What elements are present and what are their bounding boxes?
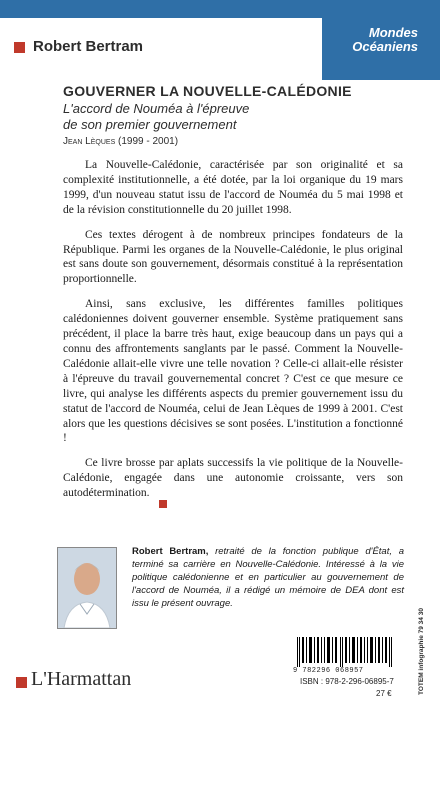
author-bullet (14, 42, 25, 53)
blurb-paragraph-2: Ces textes dérogent à de nombreux principes fondateurs de la République. Parmi les organes de la Nouvelle-Calédonie, le plus original est sans doute son gouvernement, désormais constitué à la représentation proportionnelle. (63, 228, 403, 286)
book-subtitle (63, 101, 363, 133)
separator-dot (159, 500, 167, 508)
side-credit (418, 585, 430, 785)
book-title: GOUVERNER LA NOUVELLE-CALÉDONIE (63, 83, 352, 99)
blurb-paragraph-3: Ainsi, sans exclusive, les différentes familles politiques calédoniennes doivent gouverner ensemble. Système pratiquement sans précédent, il place la barre très haut, exige beaucoup dans un pays qui a connu des affrontements sanglants par le passé. Comment la Nouvelle-Calédonie allait-elle vivre une telle novation ? Celle-ci allait-elle résister à l'épreuve du travail gouvernemental concret ? C'est ce que mesure ce livre, qui analyse les différents aspects du premier gouvernement issu du statut de l'accord de Nouméa, celui de Jean Lèques de 1999 à 2001. C'est alors que les questions décisives se sont posées. L'institution a fonctionné ! (63, 298, 403, 445)
blurb-paragraph-1: La Nouvelle-Calédonie, caractérisée par son originalité et sa complexité institutionnelle, a été dotée, par la loi organique du 19 mars 1999, d'un nouveau statut issu de l'accord de Nouméa du 5 mai 1998 et de la révision constitutionnelle du 20 juillet 1998. (63, 159, 403, 216)
subtitle-line-1: L'accord de Nouméa à l'épreuve (63, 101, 250, 116)
bio-author-name: Robert Bertram, (132, 546, 209, 557)
series-tab (322, 0, 440, 80)
series-line-1: Mondes (368, 25, 418, 40)
author-name: Robert Bertram (33, 38, 144, 55)
subtitle-line-2: de son premier gouvernement (63, 117, 237, 132)
subtitle-government: Jean Lèques (1999 - 2001) (63, 136, 179, 147)
publisher-bullet (16, 677, 27, 688)
author-photo (57, 547, 117, 629)
barcode (295, 637, 395, 667)
author-portrait-illustration (58, 548, 116, 628)
publisher-logo: L'Harmattan (31, 668, 132, 690)
bio-text: retraité de la fonction publique d'État, a terminé sa carrière en Nouvelle-Calédonie. Intéressé à la vie politique calédonienne et en particulier au gouvernement de l'accord de Nouméa, il a rédigé un mémoire de DEA dont est issu le présent ouvrage. (132, 546, 404, 609)
author-bio (132, 545, 404, 610)
price: 27 € (376, 689, 392, 698)
series-line-2: Océaniens (352, 39, 418, 54)
blurb (63, 158, 403, 511)
series-label (328, 26, 418, 54)
blurb-paragraph-4: Ce livre brosse par aplats successifs la vie politique de la Nouvelle-Calédonie, engagée dans une autonomie croissante, vers son autodétermination. (63, 457, 403, 500)
barcode-digits: 9 782296 068957 (293, 667, 364, 675)
isbn: ISBN : 978-2-296-06895-7 (300, 677, 394, 686)
side-credit-text: TOTEM infographie 79 34 30 (418, 608, 425, 695)
